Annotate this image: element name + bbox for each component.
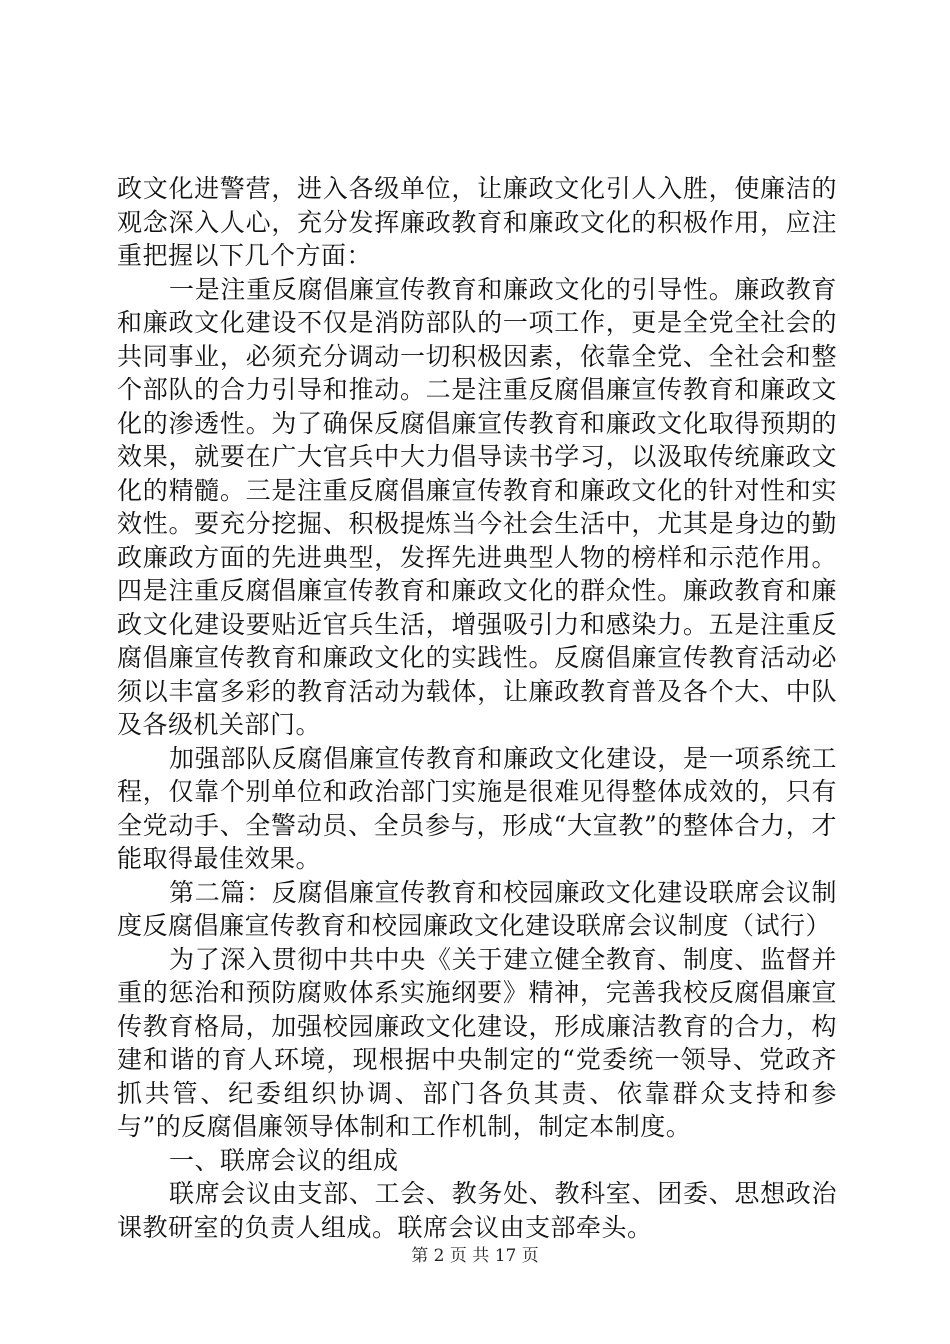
paragraph-4: 为了深入贯彻中共中央《关于建立健全教育、制度、监督并重的惩治和预防腐败体系实施纲要》精神，完善我校反腐倡廉宣传教育格局，加强校园廉政文化建设，形成廉洁教育的合力，构建和谐的育人环境，现根据中央制定的“党委统一领导、党政齐抓共管、纪委组织协调、部门各负其责、依靠群众支持和参与”的反腐倡廉领导体制和工作机制，制定本制度。 (117, 944, 837, 1141)
paragraph-5: 联席会议由支部、工会、教务处、教科室、团委、思想政治课教研室的负责人组成。联席会议由支部牵头。 (117, 1179, 837, 1242)
paragraph-2: 一是注重反腐倡廉宣传教育和廉政文化的引导性。廉政教育和廉政文化建设不仅是消防部队的一项工作，更是全党全社会的共同事业，必须充分调动一切积极因素，依靠全党、全社会和整个部队的合力引导和推动。二是注重反腐倡廉宣传教育和廉政文化的渗透性。为了确保反腐倡廉宣传教育和廉政文化取得预期的效果，就要在广大官兵中大力倡导读书学习，以汲取传统廉政文化的精髓。三是注重反腐倡廉宣传教育和廉政文化的针对性和实效性。要充分挖掘、积极提炼当今社会生活中，尤其是身边的勤政廉政方面的先进典型，发挥先进典型人物的榜样和示范作用。四是注重反腐倡廉宣传教育和廉政文化的群众性。廉政教育和廉政文化建设要贴近官兵生活，增强吸引力和感染力。五是注重反腐倡廉宣传教育和廉政文化的实践性。反腐倡廉宣传教育活动必须以丰富多彩的教育活动为载体，让廉政教育普及各个大、中队及各级机关部门。 (117, 274, 837, 739)
paragraph-3: 加强部队反腐倡廉宣传教育和廉政文化建设，是一项系统工程，仅靠个别单位和政治部门实施是很难见得整体成效的，只有全党动手、全警动员、全员参与，形成“大宣教”的整体合力，才能取得最佳效果。 (117, 743, 837, 873)
section-title-part-two: 第二篇：反腐倡廉宣传教育和校园廉政文化建设联席会议制度反腐倡廉宣传教育和校园廉政文化建设联席会议制度（试行） (117, 877, 837, 940)
document-body (117, 172, 837, 1244)
subsection-heading: 一、联席会议的组成 (169, 1145, 399, 1175)
page-number-footer: 第 2 页 共 17 页 (411, 1246, 539, 1266)
paragraph-1: 政文化进警营，进入各级单位，让廉政文化引人入胜，使廉洁的观念深入人心，充分发挥廉政教育和廉政文化的积极作用，应注重把握以下几个方面： (117, 174, 837, 270)
